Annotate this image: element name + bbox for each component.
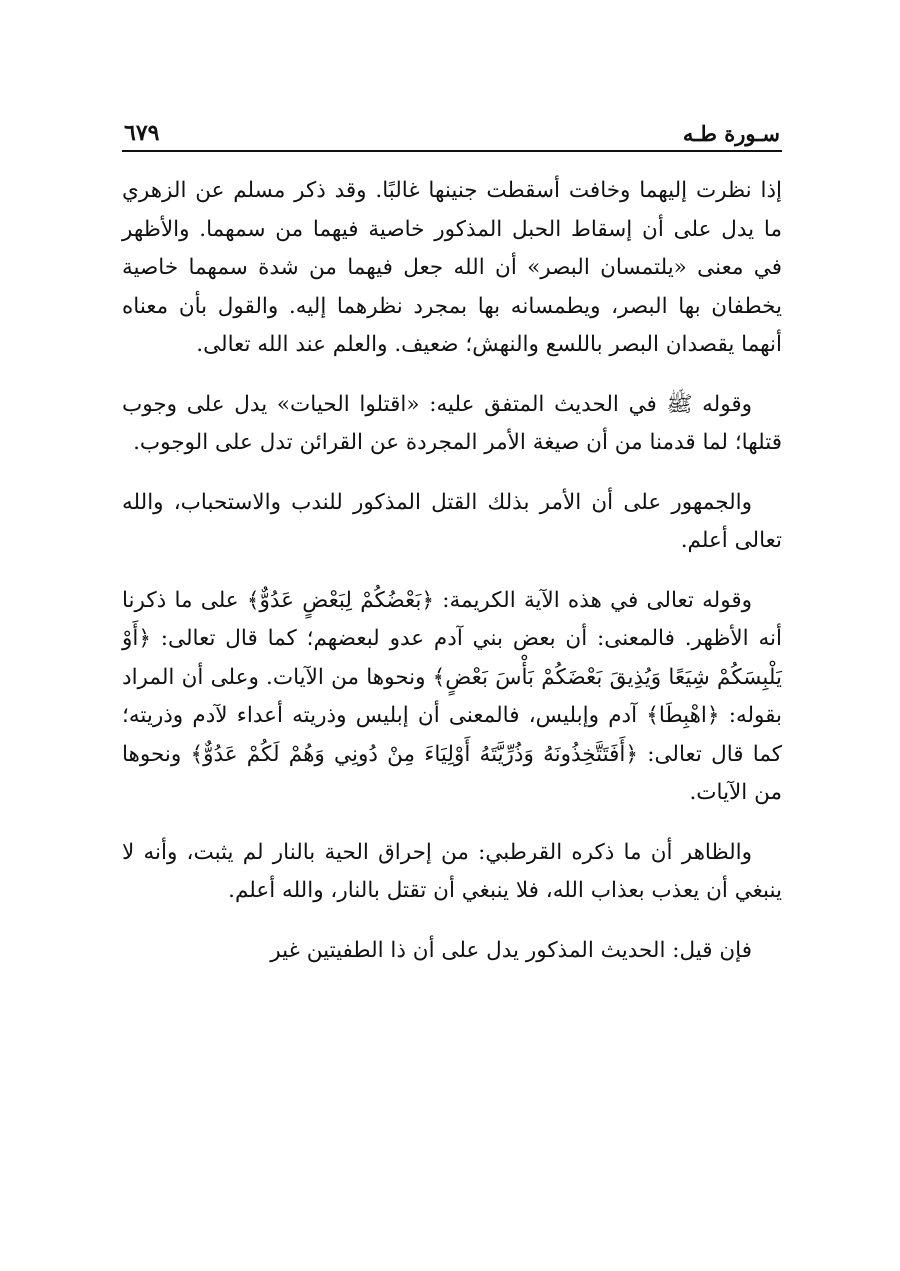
paragraph: إذا نظرت إليهما وخافت أسقطت جنينها غالبًا. وقد ذكر مسلم عن الزهري ما يدل على أن إسقاط الحبل المذكور خاصية فيهما من سمهما. والأظهر في معنى «يلتمسان البصر» أن الله جعل فيهما من شدة سمهما خاصية يخطفان بها البصر، ويطمسانه بها بمجرد نظرهما إليه. والقول بأن معناه أنهما يقصدان البصر باللسع والنهش؛ ضعيف. والعلم عند الله تعالى. — [122, 178, 782, 357]
paragraph: وقوله ﷺ في الحديث المتفق عليه: «اقتلوا الحيات» يدل على وجوب قتلها؛ لما قدمنا من أن صيغة الأمر المجردة عن القرائن تدل على الوجوب. — [122, 391, 782, 455]
running-head — [122, 112, 782, 146]
page-body — [122, 172, 782, 970]
surah-title: سـورة طـه — [682, 121, 780, 146]
paragraph: فإن قيل: الحديث المذكور يدل على أن ذا الطفيتين غير — [270, 937, 752, 963]
paragraph: والجمهور على أن الأمر بذلك القتل المذكور للندب والاستحباب، والله تعالى أعلم. — [122, 489, 782, 553]
book-page — [122, 112, 782, 991]
header-rule — [122, 150, 782, 152]
paragraph: وقوله تعالى في هذه الآية الكريمة: ﴿بَعْضُكُمْ لِبَعْضٍ عَدُوٌّ﴾ على ما ذكرنا أنه الأظهر. فالمعنى: أن بعض بني آدم عدو لبعضهم؛ كما قال تعالى: ﴿أَوْ يَلْبِسَكُمْ شِيَعًا وَيُذِيقَ بَعْضَكُمْ بَأْسَ بَعْضٍ﴾ ونحوها من الآيات. وعلى أن المراد بقوله: ﴿اهْبِطَا﴾ آدم وإبليس، فالمعنى أن إبليس وذريته أعداء لآدم وذريته؛ كما قال تعالى: ﴿أَفَتَتَّخِذُونَهُ وَذُرِّيَّتَهُ أَوْلِيَاءَ مِنْ دُونِي وَهُمْ لَكُمْ عَدُوٌّ﴾ ونحوها من الآيات. — [122, 587, 782, 805]
page-number: ٦٧٩ — [124, 120, 160, 146]
paragraph: والظاهر أن ما ذكره القرطبي: من إحراق الحية بالنار لم يثبت، وأنه لا ينبغي أن يعذب بعذاب الله، فلا ينبغي أن تقتل بالنار، والله أعلم. — [122, 839, 782, 903]
